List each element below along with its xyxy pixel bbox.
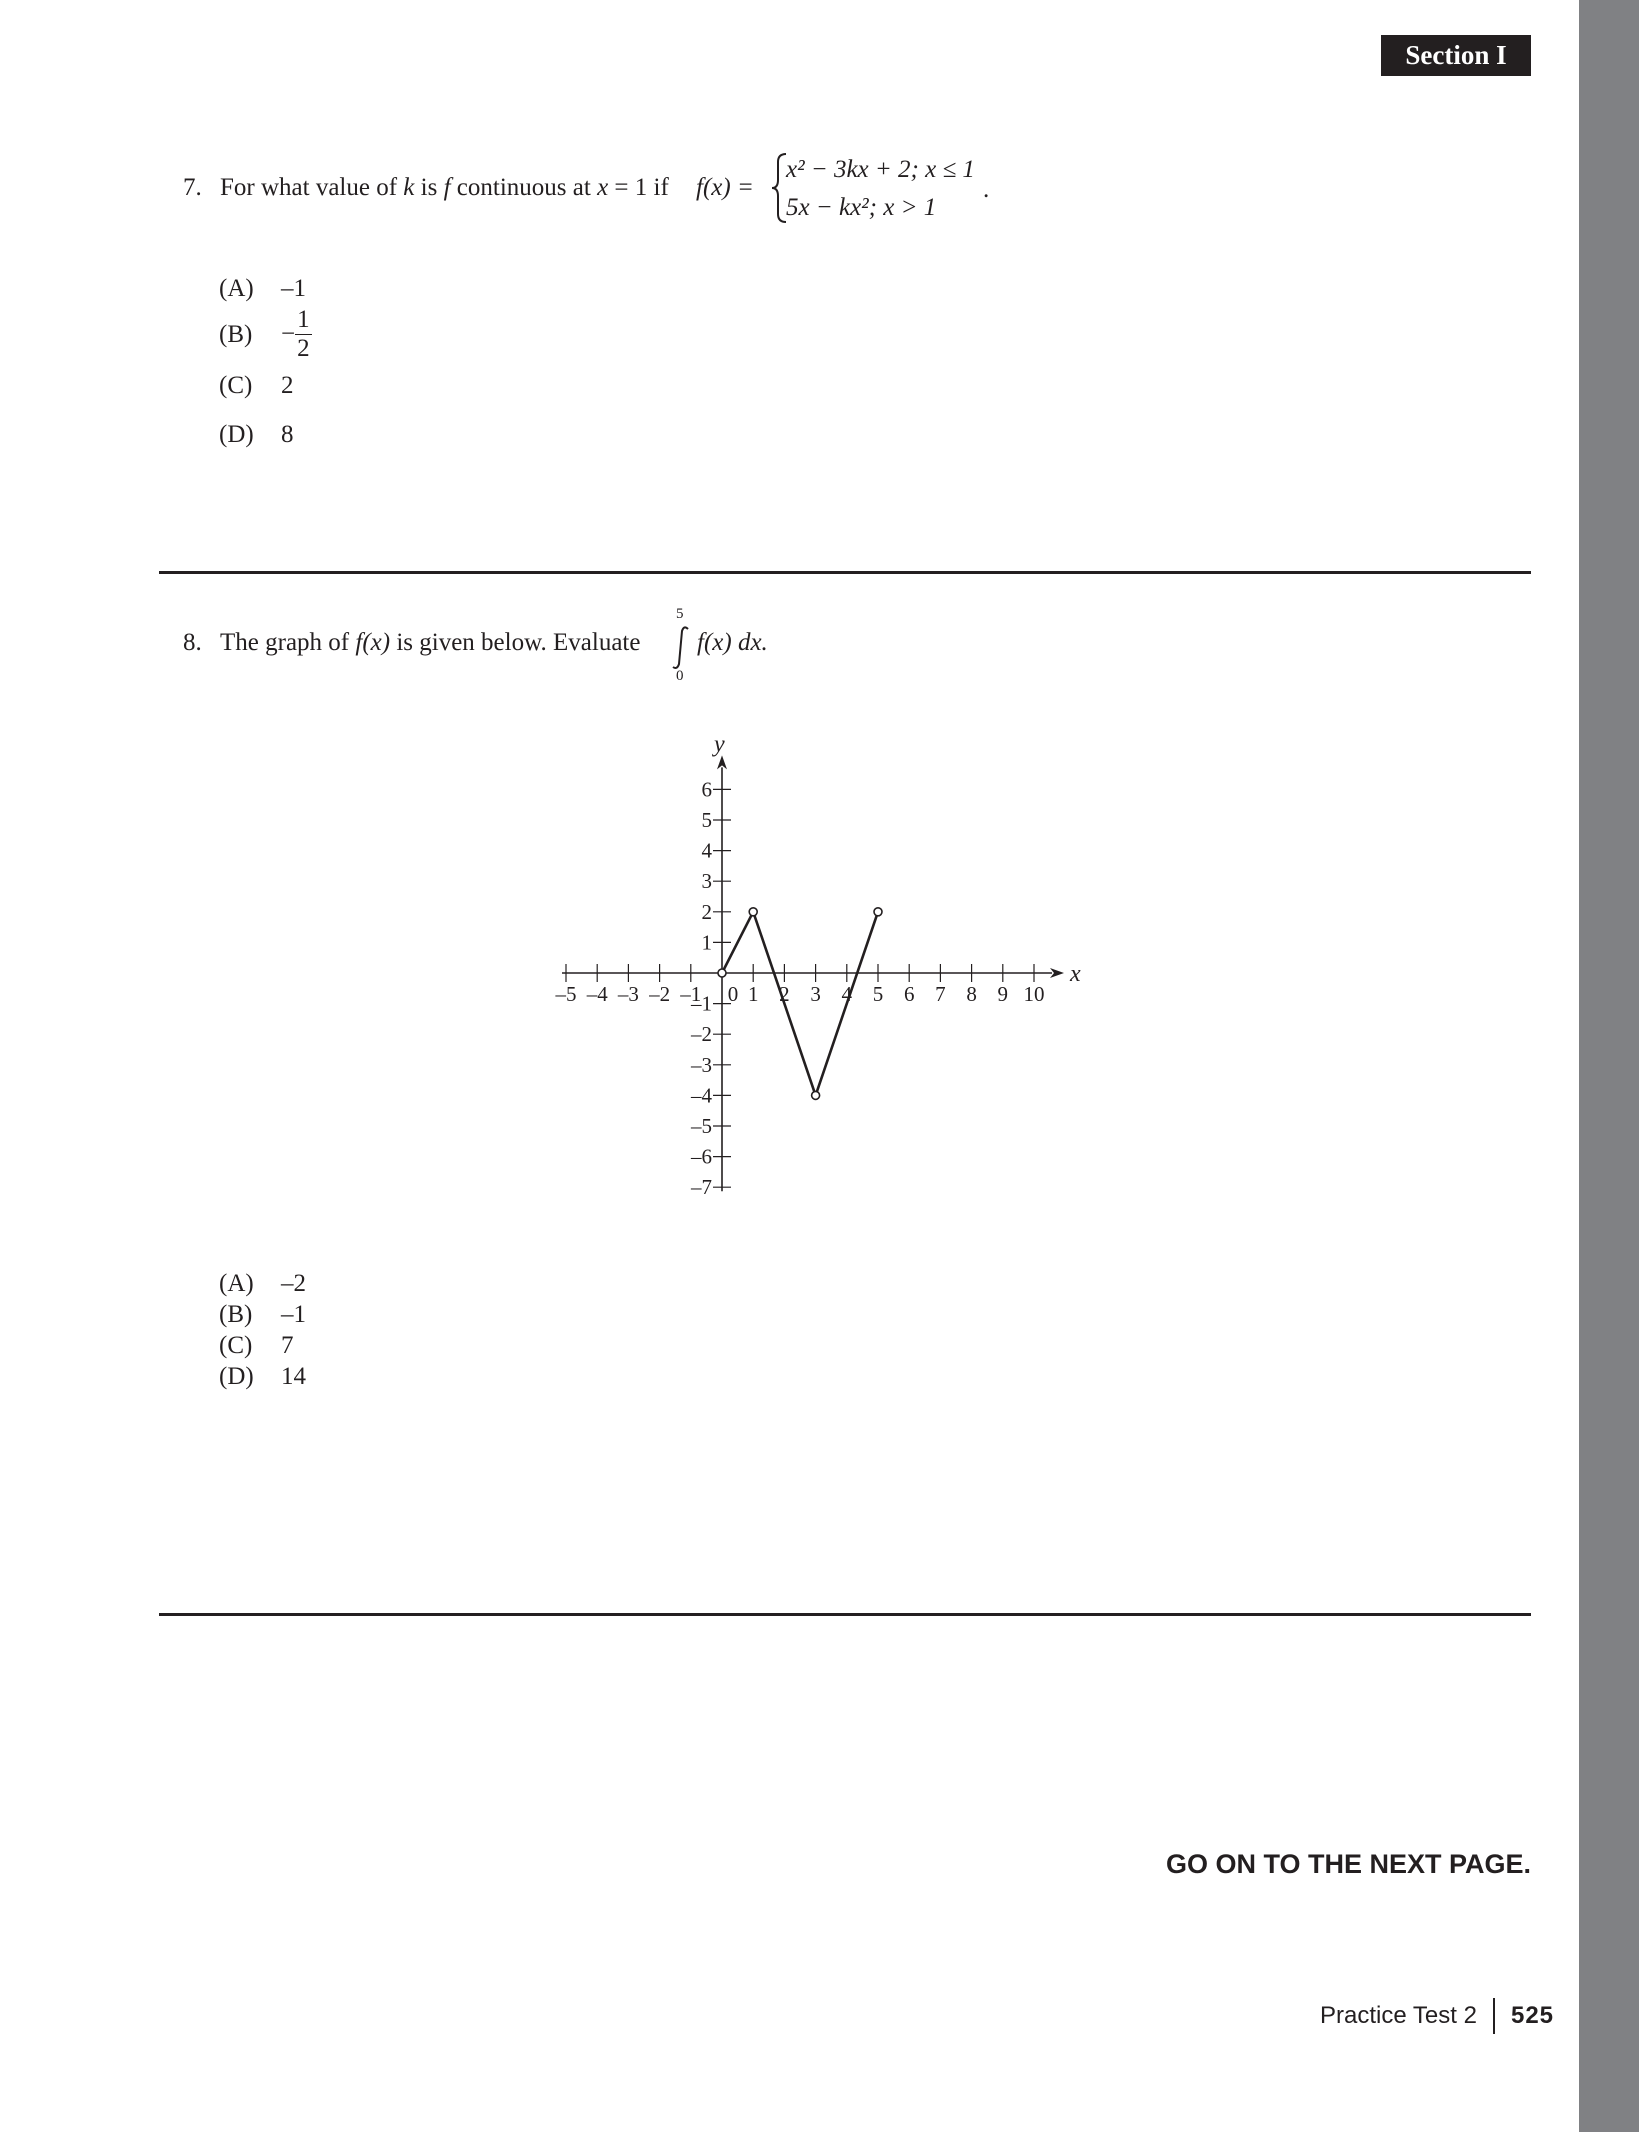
question-8-function: f(x) <box>355 629 391 656</box>
question-7-piece-2: 5x − kx²; x > 1 <box>786 194 937 221</box>
function-graph <box>535 720 1105 1210</box>
x-tick-label: 0 <box>727 982 739 1006</box>
choice-letter: (D) <box>219 1363 254 1390</box>
choice-sign: − <box>281 320 296 348</box>
choice-letter: (C) <box>219 1332 253 1359</box>
x-tick-label: 4 <box>841 982 853 1006</box>
y-tick-label: –1 <box>691 991 712 1016</box>
y-tick-label: –2 <box>691 1022 712 1047</box>
question-7-number: 7. <box>183 174 202 201</box>
open-point <box>718 969 726 977</box>
y-tick-label: 5 <box>701 808 712 832</box>
question-7-text-c: continuous at <box>450 174 598 201</box>
fraction-numerator: 1 <box>297 306 310 333</box>
question-7-var-k: k <box>403 174 415 201</box>
side-tab-bar <box>1579 0 1639 2132</box>
question-8-choice-c[interactable] <box>219 1332 294 1360</box>
y-tick-label: –3 <box>691 1052 712 1077</box>
section-badge: Section I <box>1381 35 1531 76</box>
choice-value: 8 <box>281 421 294 448</box>
question-7-function-lhs: f(x) = <box>696 174 754 201</box>
question-8-choice-b[interactable] <box>219 1301 306 1329</box>
x-tick-label: 8 <box>966 982 977 1006</box>
fraction-denominator: 2 <box>297 335 310 362</box>
x-tick-label: –3 <box>617 982 639 1006</box>
integral-lower-limit: 0 <box>676 668 684 684</box>
x-tick-label: 3 <box>810 982 821 1006</box>
page-footer <box>1320 1998 1554 2036</box>
choice-value: –1 <box>281 1301 306 1328</box>
x-tick-label: –4 <box>586 982 608 1006</box>
y-axis-label: y <box>714 731 725 758</box>
y-axis-arrow-icon <box>717 755 727 769</box>
x-tick-label: 6 <box>903 982 915 1006</box>
x-tick-label: 2 <box>779 982 790 1006</box>
y-tick-label: 3 <box>701 869 712 894</box>
question-7-piece-1: x² − 3kx + 2; x ≤ 1 <box>786 156 975 183</box>
question-8-text-b: is given below. Evaluate <box>390 629 641 656</box>
choice-letter: (B) <box>219 320 253 348</box>
choice-letter: (C) <box>219 372 253 399</box>
section-divider <box>159 571 1531 574</box>
x-axis-arrow-icon <box>1050 968 1064 978</box>
integral-upper-limit: 5 <box>676 606 684 622</box>
choice-letter: (A) <box>219 275 254 302</box>
y-tick-label: –5 <box>691 1114 712 1138</box>
y-tick-label: 4 <box>701 838 712 863</box>
integral-sign-icon <box>670 624 692 672</box>
open-point <box>812 1091 820 1099</box>
test-label: Practice Test 2 <box>1320 2002 1477 2029</box>
go-next-notice: GO ON TO THE NEXT PAGE. <box>1165 1849 1531 1879</box>
x-tick-label: 10 <box>1023 982 1045 1006</box>
choice-value: 14 <box>281 1363 306 1390</box>
question-8-stem <box>183 629 640 657</box>
question-8-text-a: The graph of <box>220 629 356 656</box>
choice-letter: (D) <box>219 421 254 448</box>
y-tick-label: –6 <box>691 1144 712 1169</box>
footer-divider <box>1493 1998 1495 2034</box>
question-8-choice-d[interactable] <box>219 1363 306 1391</box>
question-7-text-a: For what value of <box>220 174 404 201</box>
y-tick-label: 1 <box>701 930 712 955</box>
question-8-number: 8. <box>183 629 202 656</box>
x-tick-label: –5 <box>555 982 577 1006</box>
x-tick-label: –2 <box>649 982 671 1006</box>
choice-letter: (A) <box>219 1270 254 1297</box>
function-line <box>722 912 878 1096</box>
choice-value: –1 <box>281 275 306 302</box>
question-8-choice-a[interactable] <box>219 1270 306 1298</box>
page-number: 525 <box>1510 2002 1555 2029</box>
x-tick-label: 1 <box>747 982 759 1006</box>
open-point <box>874 908 882 916</box>
choice-value: 7 <box>281 1332 294 1359</box>
question-7-choice-d[interactable] <box>219 421 294 449</box>
question-7-var-x: x <box>597 174 609 201</box>
choice-value: –2 <box>281 1270 306 1297</box>
question-7-choice-b[interactable] <box>219 306 312 363</box>
x-tick-label: 7 <box>935 982 946 1006</box>
x-tick-label: 5 <box>872 982 884 1006</box>
x-tick-label: 9 <box>997 982 1009 1006</box>
y-tick-label: 2 <box>701 899 712 924</box>
question-7-text-b: is <box>414 174 444 201</box>
choice-letter: (B) <box>219 1301 253 1328</box>
choice-value: 2 <box>281 372 294 399</box>
question-8-integrand: f(x) dx. <box>697 629 768 656</box>
open-point <box>749 908 757 916</box>
question-7-stem <box>183 174 669 202</box>
question-7-choice-c[interactable] <box>219 372 294 400</box>
question-7-text-d: = 1 if <box>608 174 669 201</box>
y-tick-label: 6 <box>701 777 712 802</box>
y-tick-label: –4 <box>691 1083 712 1108</box>
y-tick-label: –7 <box>691 1175 712 1200</box>
question-7-choice-a[interactable] <box>219 275 306 303</box>
question-7-period: . <box>983 176 990 203</box>
x-axis-label: x <box>1070 961 1081 987</box>
question-7-var-f: f <box>443 174 451 201</box>
section-divider <box>159 1613 1531 1616</box>
x-tick-label: –1 <box>680 982 702 1006</box>
choice-fraction <box>295 306 312 363</box>
